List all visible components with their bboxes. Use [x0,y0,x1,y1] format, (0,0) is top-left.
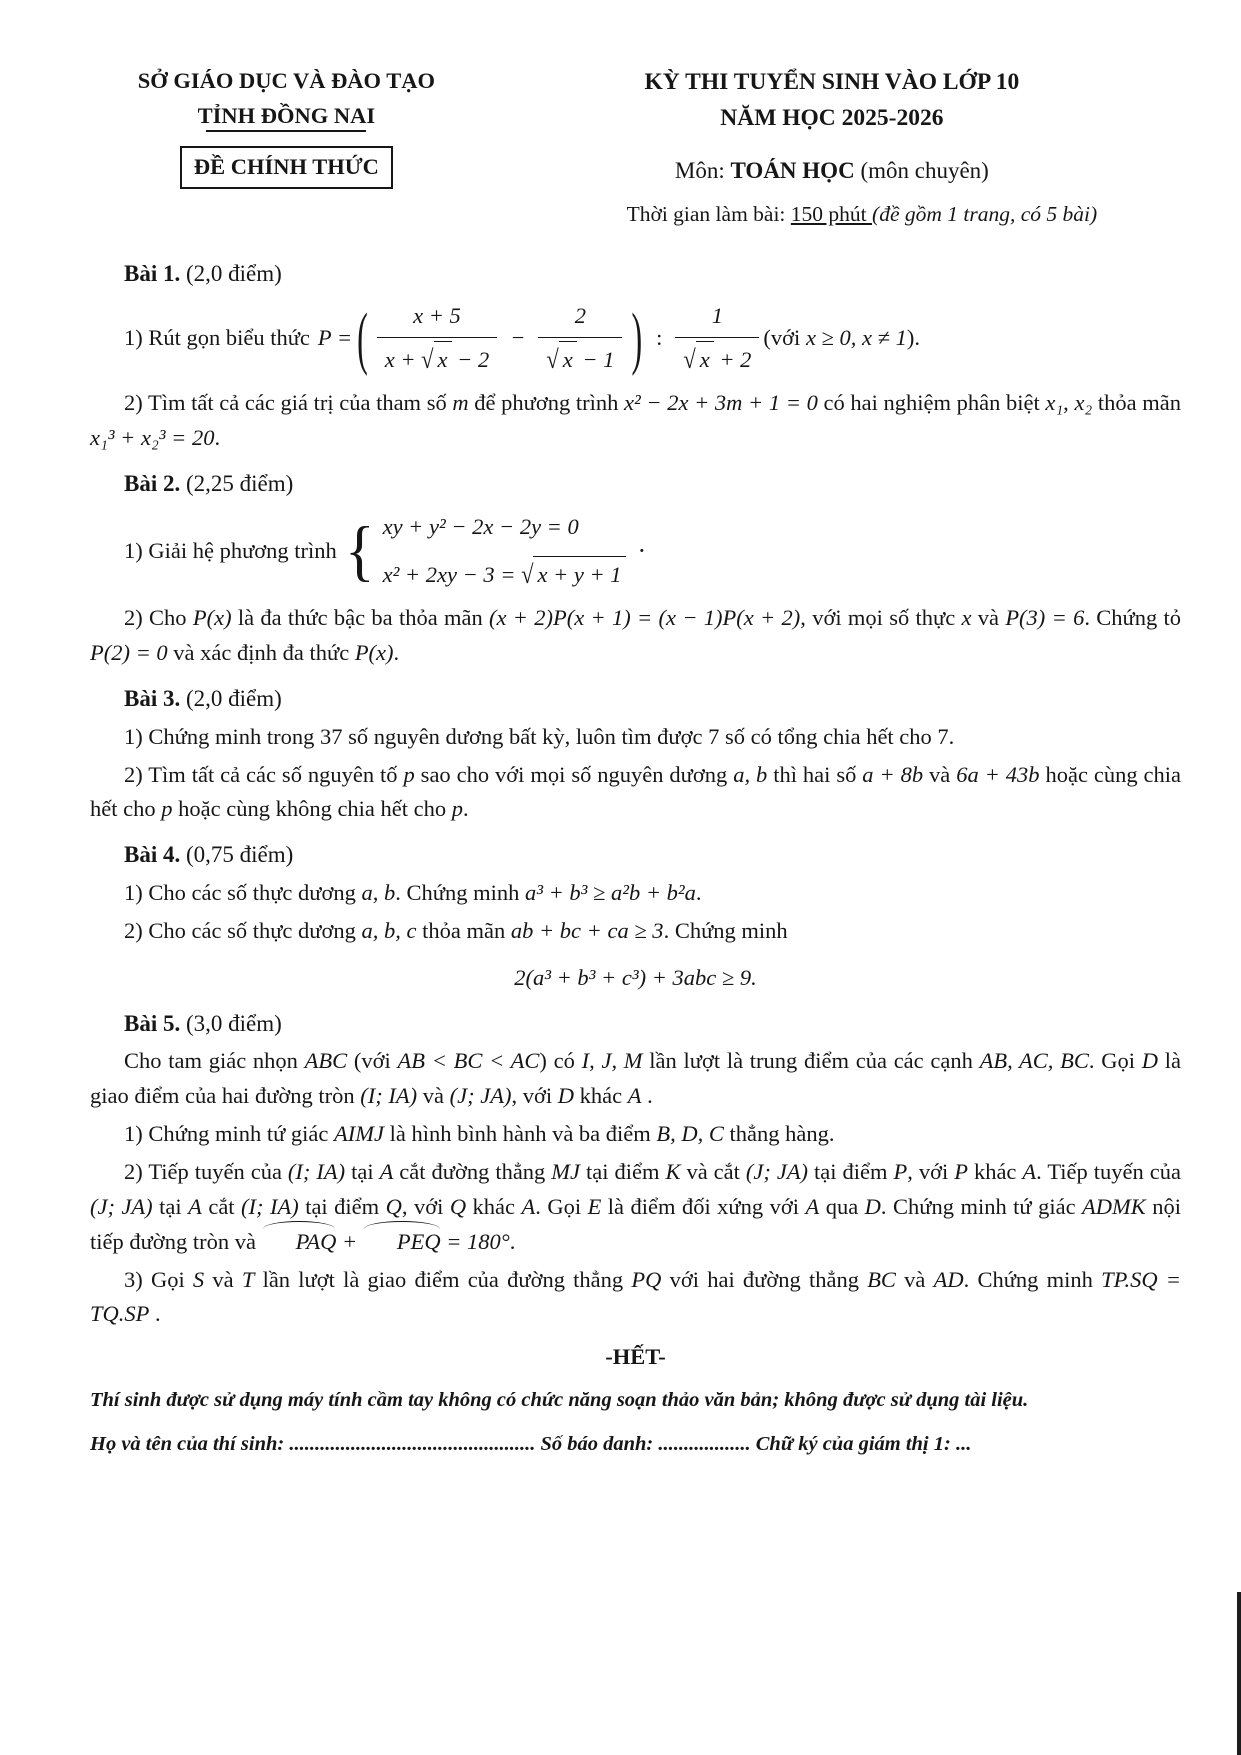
equation-system: { xy + y² − 2x − 2y = 0 x² + 2xy − 3 = √ x + y + 1 · [345,510,646,594]
radical-icon: √ [521,560,534,590]
system-equation-2: x² + 2xy − 3 = √ x + y + 1 [383,556,626,593]
footer-rules-note: Thí sinh được sử dụng máy tính cầm tay không có chức năng soạn thảo văn bản; không được sử dụng tài liệu. [90,1389,1029,1412]
footer-candidate-info-line: Họ và tên của thí sinh: ................................................ Số báo danh: .................. Chữ ký của giám thị 1: ... [90,1432,972,1455]
problem-5-question-3: 3) Gọi S và T lần lượt là giao điểm của đường thẳng PQ với hai đường thẳng BC và AD. Chứng minh TP.SQ = TQ.SP . [90,1266,1181,1327]
problem-3-title: Bài 3. (2,0 điểm) [124,686,282,712]
sqrt [421,341,451,378]
time-limit-line: Thời gian làm bài: 150 phút (đề gồm 1 trang, có 5 bài) [626,202,1098,227]
equation-lhs: P = [317,325,353,351]
problem-2-question-2: 2) Cho P(x) là đa thức bậc ba thỏa mãn (x + 2)P(x + 1) = (x − 1)P(x + 2), với mọi số thực x và P(3) = 6. Chứng tỏ P(2) = 0 và xác định đa thức P(x). [90,605,1181,666]
fraction-denominator: √ x − 1 [538,338,622,378]
sqrt [546,341,576,378]
fraction-numerator: 1 [675,299,759,338]
problem-5-intro: Cho tam giác nhọn ABC (với AB < BC < AC) có I, J, M lần lượt là trung điểm của các cạnh AB, AC, BC. Gọi D là giao điểm của hai đường tròn (I; IA) và (J; JA), với D khác A . [90,1048,1181,1109]
header-left [90,64,483,189]
problem-4-question-2: 2) Cho các số thực dương a, b, c thỏa mãn ab + bc + ca ≥ 3. Chứng minh [124,917,788,943]
sentence-dot: · [637,536,647,566]
header-right [483,64,1181,232]
radicand: x [696,341,714,378]
problem-5-question-2: 2) Tiếp tuyến của (I; IA) tại A cắt đường thẳng MJ tại điểm K và cắt (J; JA) tại điểm P, với P khác A. Tiếp tuyến của (J; JA) tại A cắt (I; IA) tại điểm Q, với Q khác A. Gọi E là điểm đối xứng với A qua D. Chứng minh tứ giác ADMK nội tiếp đường tròn và PAQ + PEQ = 180°. [90,1155,1181,1260]
school-year: NĂM HỌC 2025-2026 [720,105,944,132]
close-paren: ) [631,297,643,377]
problem-4-title: Bài 4. (0,75 điểm) [124,842,294,868]
problem-2-title: Bài 2. (2,25 điểm) [124,470,294,496]
radicand: x + y + 1 [533,556,625,593]
problem-1-question-2: 2) Tìm tất cả các giá trị của tham số m để phương trình x² − 2x + 3m + 1 = 0 có hai nghiệm phân biệt x₁, x₂ thỏa mãn x₁³ + x₂³ = 20. [90,390,1182,451]
department-name: SỞ GIÁO DỤC VÀ ĐÀO TẠO [137,68,436,93]
radicand: x [559,341,577,378]
text-run: 1) Giải hệ phương trình [124,538,337,564]
exam-title: KỲ THI TUYỂN SINH VÀO LỚP 10 [644,69,1020,95]
fraction-denominator: x + √ x − 2 [377,338,497,378]
fraction-2 [538,299,622,378]
fraction-1 [377,299,497,378]
end-marker: -HẾT- [605,1344,666,1370]
fraction-numerator: x + 5 [377,299,497,338]
fraction-3 [675,299,759,378]
division-colon: : [656,325,663,351]
radicand: x [434,341,452,378]
minus-operator: − [510,325,526,351]
sqrt [521,556,625,593]
system-equation-1: xy + y² − 2x − 2y = 0 [382,513,579,539]
official-exam-stamp: ĐỀ CHÍNH THỨC [180,146,393,189]
problem-3-question-2: 2) Tìm tất cả các số nguyên tố p sao cho với mọi số nguyên dương a, b thì hai số a + 8b và 6a + 43b hoặc cùng chia hết cho p hoặc cùng không chia hết cho p. [90,761,1182,822]
problem-3-question-1: 1) Chứng minh trong 37 số nguyên dương bất kỳ, luôn tìm được 7 số có tổng chia hết cho 7. [124,723,955,749]
exam-body [90,256,1181,1332]
problem-5-question-1: 1) Chứng minh tứ giác AIMJ là hình bình hành và ba điểm B, D, C thẳng hàng. [124,1121,835,1146]
fraction-numerator: 2 [538,299,622,338]
problem-1-question-1 [90,299,1181,378]
problem-4-display-equation: 2(a³ + b³ + c³) + 3abc ≥ 9. [514,964,757,990]
problem-1-title: Bài 1. (2,0 điểm) [124,260,282,286]
condition-text: (với x ≥ 0, x ≠ 1). [763,325,920,351]
radical-icon: √ [421,345,434,375]
text-run: 1) Rút gọn biểu thức [124,325,310,351]
problem-2-question-1 [90,510,1181,594]
problem-4-question-1: 1) Cho các số thực dương a, b. Chứng minh a³ + b³ ≥ a²b + b²a. [124,879,702,905]
header [90,64,1181,232]
radical-icon: √ [683,345,696,375]
problem-5-title: Bài 5. (3,0 điểm) [124,1010,282,1036]
scan-edge-artifact [1237,1592,1241,1755]
system-equations [383,510,626,594]
sqrt [683,341,713,378]
province-name: TỈNH ĐỒNG NAI [197,102,376,128]
radical-icon: √ [546,345,559,375]
open-paren: ( [357,297,368,377]
fraction-denominator: √ x + 2 [675,338,759,378]
footer [90,1340,1181,1460]
subject-line: Môn: TOÁN HỌC (môn chuyên) [674,157,989,183]
